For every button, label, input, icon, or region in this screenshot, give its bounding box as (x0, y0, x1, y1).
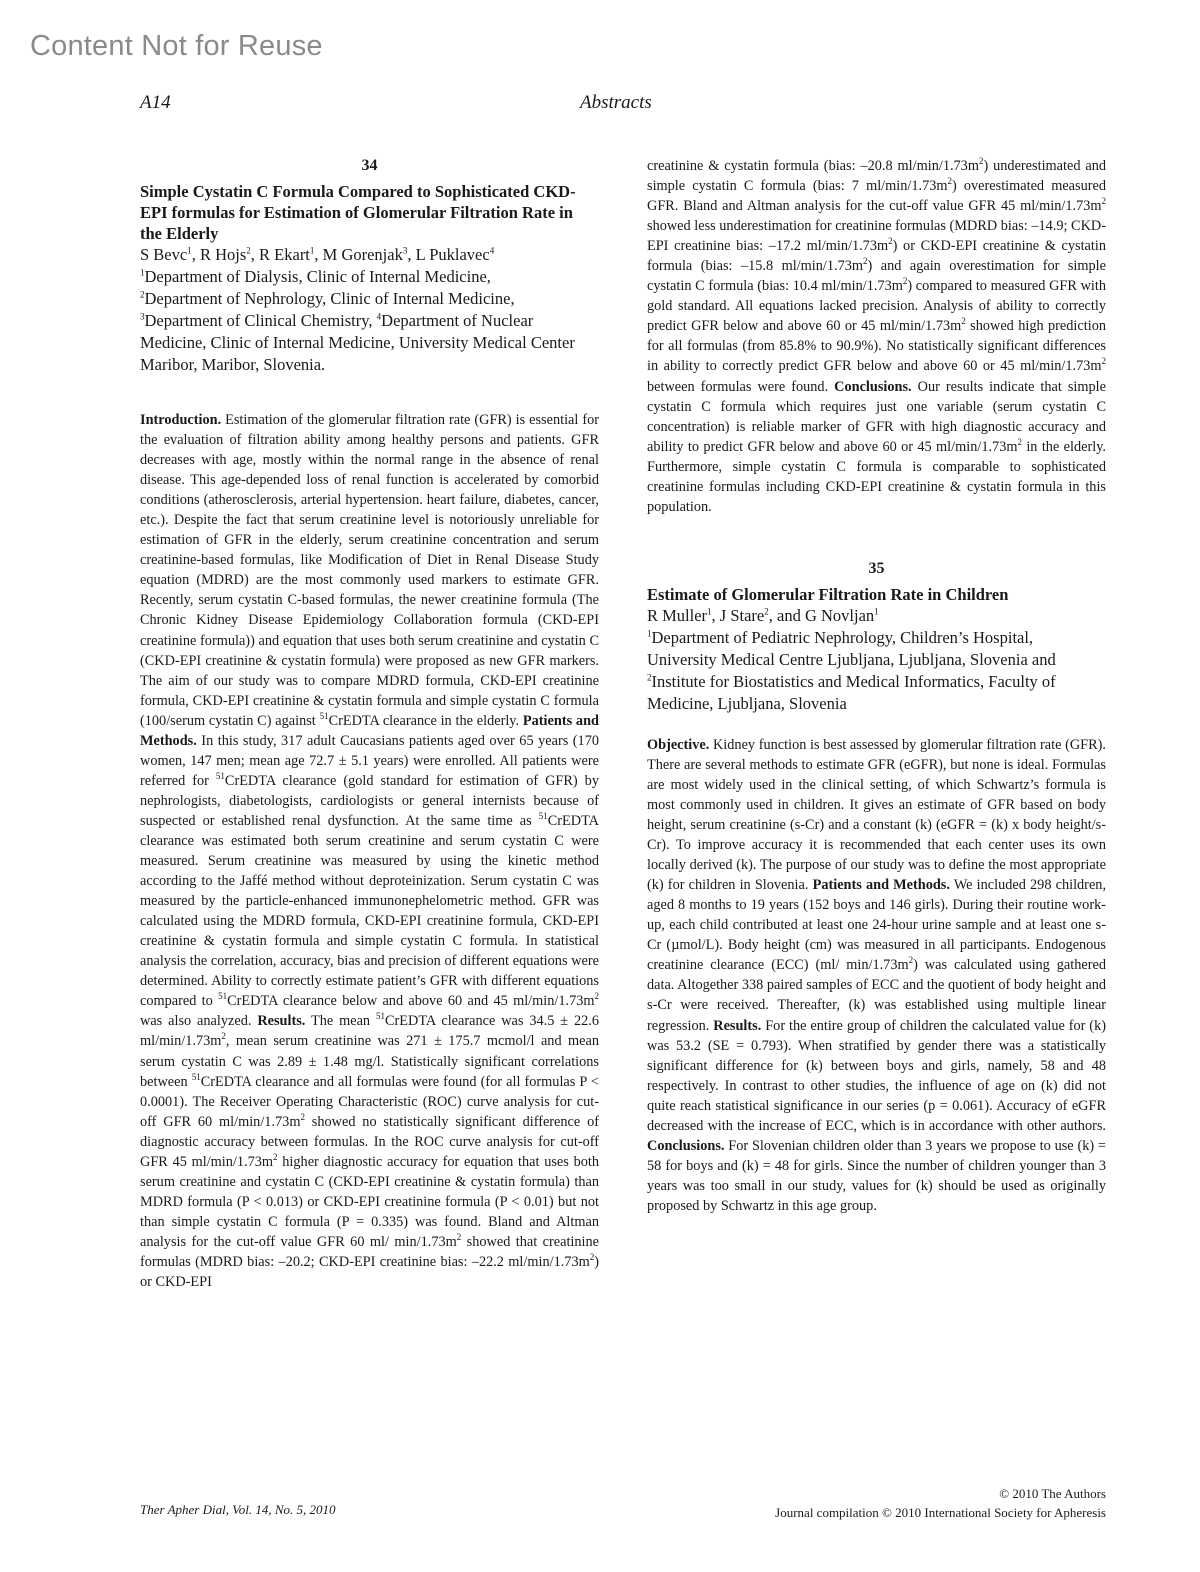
superscript: 2 (863, 256, 868, 267)
affiliation-marker: 2 (647, 672, 652, 683)
affiliation-marker: 1 (874, 606, 879, 617)
superscript: 51 (375, 1011, 385, 1022)
author-name: J Stare (719, 605, 765, 625)
affiliation-marker: 1 (309, 245, 315, 256)
journal-citation: Ther Apher Dial, Vol. 14, No. 5, 2010 (140, 1502, 336, 1517)
affiliation-marker: 3 (402, 245, 408, 256)
superscript: 2 (589, 1252, 595, 1263)
superscript: 2 (978, 156, 984, 167)
abstract-34-affiliation-3 (140, 310, 599, 376)
affiliation-marker: 2 (246, 245, 251, 256)
superscript: 2 (1101, 196, 1106, 207)
superscript: 2 (947, 176, 952, 187)
affiliation-marker: 4 (376, 311, 382, 322)
page-number: A14 (140, 92, 171, 113)
author-name: R Muller (647, 605, 708, 625)
affiliation-text: Department of Pediatric Nephrology, Children’s Hospital, University Medical Centre Ljubljana, Ljubljana, Slovenia and (647, 627, 1056, 669)
superscript: 2 (1017, 436, 1022, 447)
superscript: 51 (218, 991, 228, 1002)
author-name: R Hojs (199, 245, 247, 264)
affiliation-marker: 2 (764, 606, 769, 617)
superscript: 2 (902, 276, 908, 287)
left-column (140, 156, 599, 1292)
superscript: 2 (908, 955, 914, 966)
section-heading: Introduction. (140, 412, 222, 428)
abstract-35-authors: R Muller$^1$, J Stare$^2$, and G Novljan$^1$ (647, 605, 879, 625)
abstract-34-title: Simple Cystatin C Formula Compared to Sophisticated CKD-EPI formulas for Estimation of Glomerular Filtration Rate in the Elderly (140, 182, 576, 243)
author-name: S Bevc (140, 245, 188, 264)
superscript: 2 (221, 1031, 226, 1042)
affiliation-marker: 2 (140, 289, 145, 300)
affiliation-marker: 1 (140, 267, 145, 278)
abstract-35-body: Objective. Kidney function is best assessed by glomerular filtration rate (GFR). There are several methods to estimate GFR (eGFR), but none is ideal. Formulas are most widely used in the clinical setting, of which Schwartz’s formula is most commonly used in children. It gives an estimate of GFR based on body height, serum creatinine (s-Cr) and a constant (k) (eGFR = (k) x body height/s-Cr). To improve accuracy it is recommended that each center uses its own locally derived (k). The purpose of our study was to define the most appropriate (k) for children in Slovenia. Patients and Methods. We included 298 children, aged 8 months to 19 years (152 boys and 146 girls). During their routine work-up, each child contributed at least one 24-hour urine sample and at least one s-Cr (µmol/L). Body height (cm) was measured in all participants. Endogenous creatinine clearance (ECC) (ml/ $\min/1.73m^2$) was calculated using gathered data. Altogether 338 paired samples of ECC and the quotient of body height and s-Cr were received. Thereafter, (k) was established using multiple linear regression. Results. For the entire group of children the calculated value for (k) was 53.2 (SE = 0.793). When stratified by gender there was a statistically significant difference for (k) between boys and girls, namely, 58 and 48 respectively. In contrast to other studies, the influence of age on (k) did not quite reach statistical significance in our series (p = 0.061). Accuracy of eGFR decreased with the increase of ECC, which is in accordance with other authors. Conclusions. For Slovenian children older than 3 years we propose to use (k) = 58 for boys and (k) = 48 for girls. Since the number of children younger than 3 years was too small in our study, values for (k) should be used as originally proposed by Schwartz in this age group. (647, 736, 1107, 1214)
superscript: 51 (538, 811, 548, 822)
copyright-line-2: Journal compilation © 2010 International Society for Apheresis (775, 1505, 1106, 1520)
abstract-34-affiliation-2 (140, 288, 599, 310)
copyright (775, 1484, 1106, 1522)
affiliation-text: Department of Dialysis, Clinic of Internal Medicine, (144, 267, 491, 286)
author-name: R Ekart (259, 245, 310, 264)
superscript: 2 (300, 1111, 305, 1122)
section-heading: Conclusions. (834, 378, 912, 395)
superscript: 51 (191, 1071, 201, 1082)
affiliation-marker: 1 (707, 606, 712, 617)
superscript: 51 (215, 771, 225, 782)
abstract-34-body: Introduction. Estimation of the glomerular filtration rate (GFR) is essential for the evaluation of filtration ability among healthy persons and patients. GFR decreases with age, mostly within the normal range in the absence of renal disease. This age-depended loss of renal function is accelerated by comorbid conditions (atherosclerosis, arterial hypertension. heart failure, diabetes, cancer, etc.). Despite the fact that serum creatinine level is notoriously unreliable for estimation of GFR in the elderly, serum creatinine concentration and serum creatinine-based formulas, like Modification of Diet in Renal Disease Study equation (MDRD) are the most commonly used markers to estimate GFR. Recently, serum cystatin C-based formulas, the newer creatinine formula (The Chronic Kidney Disease Epidemiology Collaboration formula (CKD-EPI creatinine formula)) and equation that uses both serum creatinine and cystatin C (CKD-EPI creatinine & cystatin formula) were proposed as new GFR markers. The aim of our study was to compare MDRD formula, CKD-EPI creatinine formula, CKD-EPI creatinine & cystatin formula and simple cystatin C formula (100/serum cystatin C) against $^{51}$CrEDTA clearance in the elderly. Patients and Methods. In this study, 317 adult Caucasians patients aged over 65 years (170 women, 147 men; mean age 72.7 ± 5.1 years) were enrolled. All patients were referred for $^{51}$CrEDTA clearance (gold standard for estimation of GFR) by nephrologists, diabetologists, cardiologists or general internists because of suspected or established renal dysfunction. At the same time as $^{51}$CrEDTA clearance was estimated both serum creatinine and serum cystatin C were measured. Serum creatinine was measured by using the kinetic method according to the Jaffé method without deproteinization. Serum cystatin C was measured by the particle-enhanced immunonephelometric method. GFR was calculated using the MDRD formula, CKD-EPI creatinine formula, CKD-EPI creatinine & cystatin formula and simple cystatin C formula. In statistical analysis the correlation, accuracy, bias and precision of different equations were determined. Ability to correctly estimate patient’s GFR with different equations compared to $^{51}$CrEDTA clearance below and above 60 and 45 $ml/\min/1.73m^2$ was also analyzed. Results. The mean $^{51}$CrEDTA clearance was 34.5 ± 22.6 $ml/\min/1.73m^2$, mean serum creatinine was 271 ± 175.7 mcmol/l and mean serum cystatin C was 2.89 ± 1.48 mg/l. Statistically significant correlations between $^{51}$CrEDTA clearance and all formulas were found (for all formulas P < 0.0001). The Receiver Operating Characteristic (ROC) curve analysis for cut-off GFR 60 $ml/\min/1.73m^2$ showed no statistically significant difference of diagnostic accuracy between formulas. In the ROC curve analysis for cut-off GFR 45 $ml/\min/1.73m^2$ higher diagnostic accuracy for equation that uses both serum creatinine and cystatin C (CKD-EPI creatinine & cystatin formula) than MDRD formula (P < 0.013) or CKD-EPI creatinine formula (P < 0.01) but not than simple cystatin C formula (P = 0.335) was found. Bland and Altman analysis for the cut-off value GFR 60 ml/ $\min/1.73m^2$ showed that creatinine formulas (MDRD bias: –20.2; CKD-EPI creatinine bias: –22.2 $ml/\min/1.73m^2$) or CKD-EPI (140, 412, 600, 1291)
author-name: G Novljan (804, 605, 875, 625)
affiliation-marker: 1 (647, 628, 652, 639)
superscript: 2 (1101, 356, 1106, 367)
abstract-34-number: 34 (361, 157, 378, 174)
section-heading: Patients and Methods. (812, 877, 950, 894)
affiliation-marker: 1 (187, 245, 192, 256)
affiliation-text: Department of Nephrology, Clinic of Internal Medicine, (144, 289, 515, 308)
running-head (140, 92, 1106, 116)
superscript: 2 (273, 1151, 278, 1162)
abstract-35-affiliations (647, 627, 1106, 715)
author-name: L Puklavec (415, 245, 490, 264)
affiliation-text: Department of Clinical Chemistry, (144, 311, 377, 330)
section-heading: Results. (257, 1013, 306, 1030)
abstract-35-number: 35 (868, 559, 885, 577)
superscript: 2 (888, 236, 893, 247)
abstract-35-title: Estimate of Glomerular Filtration Rate in Children (647, 584, 1009, 604)
superscript: 51 (319, 710, 329, 721)
affiliation-marker: 3 (140, 311, 145, 322)
abstract-34-authors: S Bevc$^1$, R Hojs$^2$, R Ekart$^1$, M Gorenjak$^3$, L Puklavec$^4$ (140, 245, 495, 264)
abstract-34-affiliation-1 (140, 266, 599, 288)
watermark: Content Not for Reuse (30, 30, 323, 62)
superscript: 2 (594, 991, 599, 1002)
abstract-34-body-continued: creatinine & cystatin formula (bias: –20.8 $ml/\min/1.73m^2$) underestimated and simple cystatin C formula (bias: 7 $ml/\min/1.73m^2$) overestimated measured GFR. Bland and Altman analysis for the cut-off value GFR 45 $ml/\min/1.73m^2$ showed less underestimation for creatinine formulas (MDRD bias: –14.9; CKD-EPI creatinine bias: –17.2 $ml/\min/1.73m^2$) or CKD-EPI creatinine & cystatin formula (bias: –15.8 $ml/\min/1.73m^2$) and again overestimation for simple cystatin C formula (bias: 10.4 $ml/\min/1.73m^2$) compared to measured GFR with gold standard. All equations lacked precision. Analysis of ability to correctly predict GFR below and above 60 or 45 $ml/\min/1.73m^2$ showed high prediction for all formulas (from 85.8% to 90.9%). No statistically significant differences in ability to correctly predict GFR below and above 60 or 45 $ml/\min/1.73m^2$ between formulas were found. Conclusions. Our results indicate that simple cystatin C formula which requires just one variable (serum cystatin C concentration) is reliable marker of GFR with high diagnostic accuracy and ability to predict GFR below and above 60 or 45 $ml/\min/1.73m^2$ in the elderly. Furthermore, simple cystatin C formula is comparable to sophisticated creatinine formulas including CKD-EPI creatinine & cystatin formula in this population. (647, 156, 1107, 515)
superscript: 2 (961, 316, 966, 327)
section-heading: Results. (713, 1017, 762, 1034)
section-title: Abstracts (580, 92, 652, 113)
affiliation-text: Institute for Biostatistics and Medical Informatics, Faculty of Medicine, Ljubljana, Slovenia (647, 671, 1056, 713)
right-column (647, 156, 1106, 1216)
copyright-line-1: © 2010 The Authors (999, 1486, 1106, 1501)
affiliation-marker: 4 (489, 245, 495, 256)
affiliation-text: Department of Nuclear Medicine, Clinic of Internal Medicine, University Medical Center Maribor, Maribor, Slovenia. (140, 311, 575, 374)
author-name: M Gorenjak (322, 245, 403, 264)
section-heading: Conclusions. (647, 1137, 725, 1154)
superscript: 2 (456, 1232, 462, 1243)
section-heading: Patients and Methods. (140, 712, 599, 749)
section-heading: Objective. (647, 736, 710, 753)
